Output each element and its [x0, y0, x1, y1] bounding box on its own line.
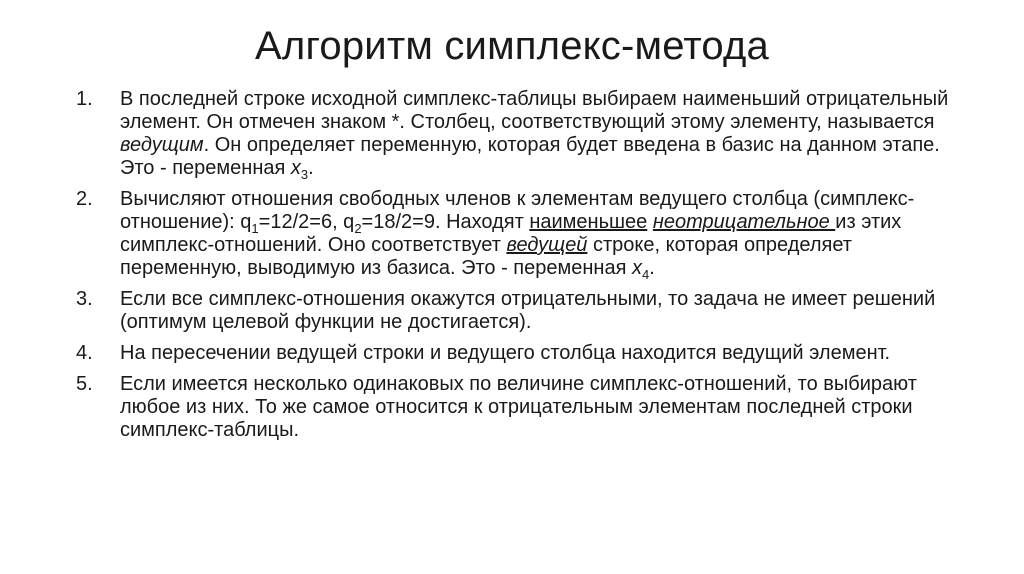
slide-title: Алгоритм симплекс-метода	[255, 24, 769, 68]
text-fragment: В последней строке исходной симплекс-таблицы выбираем наименьший отрицательный элемент. Он отмечен знаком *. Столбец, соответствующий этому элементу, называется	[120, 88, 949, 133]
text-fragment: .	[649, 257, 655, 279]
text-fragment: =18/2=9. Находят	[361, 211, 530, 233]
italic-term-leading: ведущим	[120, 134, 204, 156]
algorithm-steps-list	[76, 88, 956, 450]
item-text	[120, 88, 956, 180]
text-fragment: . Он определяет переменную, которая будет введена в базис на данном этапе. Это - переменная	[120, 134, 940, 179]
variable-x: x	[631, 257, 642, 279]
variable-subscript: 3	[300, 167, 309, 182]
list-item-5	[76, 373, 956, 442]
subscript: 1	[251, 221, 259, 236]
variable-x: x	[290, 157, 301, 179]
subscript: 2	[354, 221, 362, 236]
item-text: На пересечении ведущей строки и ведущего столбца находится ведущий элемент.	[120, 342, 891, 364]
text-fragment: .	[308, 157, 314, 179]
item-text	[120, 188, 956, 280]
item-number: 2.	[76, 188, 93, 210]
text-fragment: строке, которая определяет переменную, выводимую из базиса. Это - переменная	[120, 234, 852, 279]
text-fragment: из этих симплекс-отношений. Оно соответствует	[120, 211, 902, 256]
item-text: Если имеется несколько одинаковых по величине симплекс-отношений, то выбирают любое из них. То же самое относится к отрицательным элементам последней строки симплекс-таблицы.	[120, 373, 917, 441]
list-item-2	[76, 188, 956, 280]
item-number: 1.	[76, 88, 93, 110]
item-number: 4.	[76, 342, 93, 364]
list-item-4	[76, 342, 956, 365]
underlined-italic-term: ведущей	[506, 234, 588, 256]
list-item-3	[76, 288, 956, 334]
list-item-1	[76, 88, 956, 180]
item-text: Если все симплекс-отношения окажутся отрицательными, то задача не имеет решений (оптимум целевой функции не достигается).	[120, 288, 936, 333]
variable-subscript: 4	[641, 267, 650, 282]
underlined-term: наименьшее	[529, 211, 648, 233]
item-number: 5.	[76, 373, 93, 395]
text-fragment: =12/2=6, q	[258, 211, 355, 233]
text-fragment: Вычисляют отношения свободных членов к элементам ведущего столбца (симплекс-отношение): q	[120, 188, 915, 233]
item-number: 3.	[76, 288, 93, 310]
underlined-italic-term: неотрицательное	[652, 211, 836, 233]
